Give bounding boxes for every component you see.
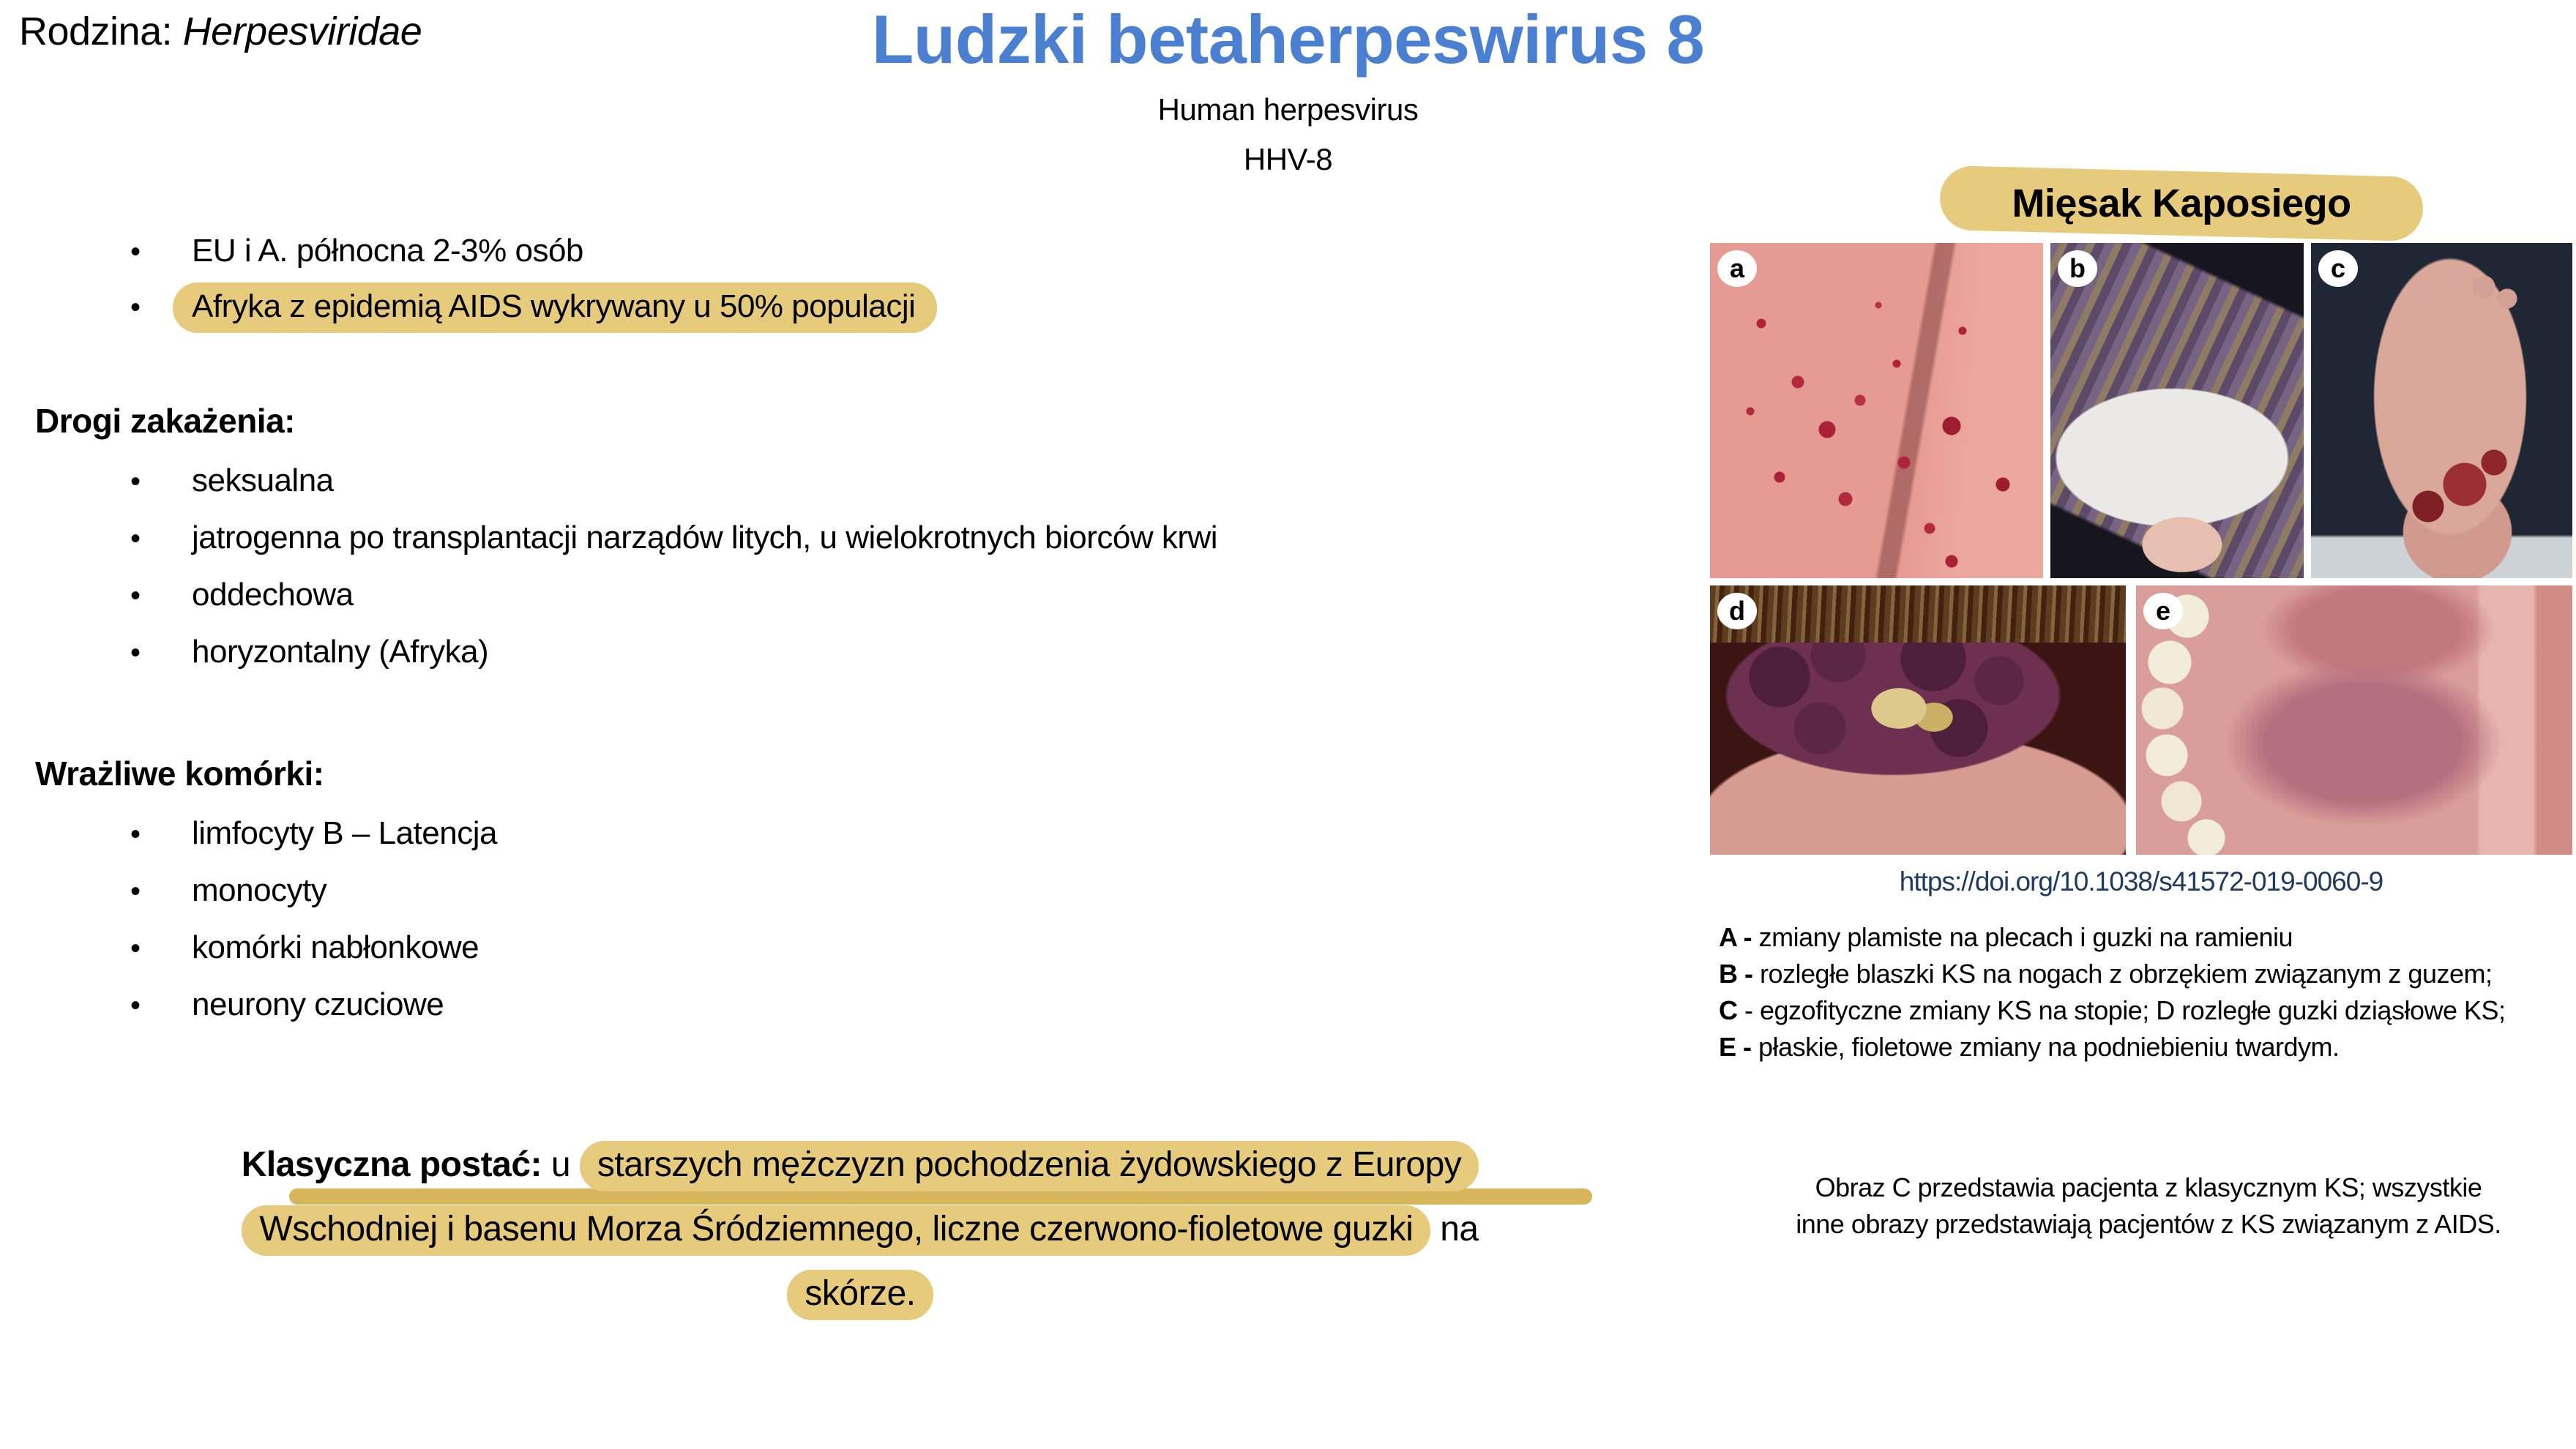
classic-form-line-2 bbox=[40, 1197, 1680, 1262]
list-item bbox=[130, 520, 1217, 556]
caption-e bbox=[1719, 1029, 2509, 1066]
subtitle-line-2: HHV-8 bbox=[1243, 142, 1333, 176]
figure-title-text: Mięsak Kaposiego bbox=[2012, 181, 2351, 225]
caption-b-text: rozległe blaszki KS na nogach z obrzękiem związanym z guzem; bbox=[1760, 959, 2493, 989]
panel-label-a: a bbox=[1717, 250, 1757, 287]
classic-form-paragraph bbox=[40, 1133, 1680, 1326]
list-item bbox=[130, 233, 937, 269]
classic-form-connector: u bbox=[550, 1145, 571, 1184]
list-item bbox=[130, 634, 1217, 670]
cells-item-0: limfocyty B – Latencja bbox=[192, 815, 497, 851]
photo-panel-b bbox=[2050, 243, 2304, 578]
figure-title bbox=[1940, 171, 2423, 236]
classic-form-tail: na bbox=[1440, 1210, 1479, 1248]
subtitle-line-1: Human herpesvirus bbox=[1157, 92, 1419, 127]
panel-label-e: e bbox=[2143, 593, 2183, 629]
bullet-dot-icon: • bbox=[130, 875, 141, 907]
caption-a-text: zmiany plamiste na plecach i guzki na ramieniu bbox=[1758, 922, 2293, 952]
classic-form-highlight-2: Wschodniej i basenu Morza Śródziemnego, liczne czerwono-fioletowe guzki bbox=[242, 1205, 1430, 1256]
caption-c-prefix: C bbox=[1719, 995, 1738, 1025]
transmission-item-3: horyzontalny (Afryka) bbox=[192, 634, 489, 670]
kaposi-sarcoma-photo-collage bbox=[1710, 243, 2572, 855]
caption-a-prefix: A - bbox=[1719, 922, 1752, 952]
panel-label-b: b bbox=[2058, 250, 2097, 287]
figure-note-line-1: Obraz C przedstawia pacjenta z klasycznym KS; wszystkie bbox=[1815, 1172, 2482, 1202]
photo-panel-d bbox=[1710, 585, 2126, 855]
list-item bbox=[130, 288, 937, 325]
photo-panel-c bbox=[2311, 243, 2572, 578]
transmission-item-0: seksualna bbox=[192, 463, 334, 498]
cells-item-3: neurony czuciowe bbox=[192, 986, 444, 1022]
photo-panel-e bbox=[2136, 585, 2572, 855]
transmission-section bbox=[35, 401, 1217, 691]
list-item bbox=[130, 986, 497, 1023]
photo-detail-hair bbox=[1710, 585, 2126, 643]
caption-a bbox=[1719, 919, 2509, 956]
epidemiology-list bbox=[130, 233, 937, 344]
bullet-dot-icon: • bbox=[130, 637, 141, 669]
classic-form-highlight-3: skórze. bbox=[787, 1270, 933, 1320]
classic-form-label: Klasyczna postać: bbox=[241, 1145, 542, 1184]
bullet-dot-icon: • bbox=[130, 291, 141, 323]
transmission-item-2: oddechowa bbox=[192, 577, 354, 613]
bullet-dot-icon: • bbox=[130, 818, 141, 850]
figure-note-line-2: inne obrazy przedstawiają pacjentów z KS związanym z AIDS. bbox=[1796, 1209, 2501, 1239]
bullet-dot-icon: • bbox=[130, 580, 141, 612]
susceptible-cells-heading: Wrażliwe komórki: bbox=[35, 755, 324, 793]
caption-c-text: - egzofityczne zmiany KS na stopie; D rozległe guzki dziąsłowe KS; bbox=[1744, 995, 2506, 1025]
bullet-dot-icon: • bbox=[130, 989, 141, 1022]
epidemiology-bullet-2-highlighted: Afryka z epidemią AIDS wykrywany u 50% populacji bbox=[173, 282, 937, 333]
subtitle bbox=[0, 85, 2576, 184]
caption-b bbox=[1719, 956, 2509, 992]
panel-label-c: c bbox=[2318, 250, 2358, 287]
cells-item-2: komórki nabłonkowe bbox=[192, 929, 479, 965]
transmission-item-1: jatrogenna po transplantacji narządów litych, u wielokrotnych biorców krwi bbox=[192, 520, 1218, 555]
susceptible-cells-section bbox=[35, 754, 497, 1044]
list-item bbox=[130, 815, 497, 852]
family-name: Herpesviridae bbox=[182, 10, 422, 53]
bullet-dot-icon: • bbox=[130, 236, 141, 268]
caption-b-prefix: B - bbox=[1719, 959, 1753, 989]
list-item bbox=[130, 872, 497, 909]
bullet-dot-icon: • bbox=[130, 932, 141, 965]
figure-note bbox=[1750, 1169, 2547, 1243]
caption-e-prefix: E - bbox=[1719, 1032, 1752, 1062]
photo-panel-a bbox=[1710, 243, 2043, 578]
list-item bbox=[130, 929, 497, 966]
transmission-heading: Drogi zakażenia: bbox=[35, 402, 295, 440]
figure-captions bbox=[1719, 919, 2509, 1066]
bullet-dot-icon: • bbox=[130, 465, 141, 498]
caption-c bbox=[1719, 992, 2509, 1029]
epidemiology-bullet-1: EU i A. północna 2-3% osób bbox=[192, 233, 583, 269]
cells-item-1: monocyty bbox=[192, 872, 327, 908]
doi-link[interactable]: https://doi.org/10.1038/s41572-019-0060-9 bbox=[1899, 866, 2383, 896]
list-item bbox=[130, 463, 1217, 499]
classic-form-line-3 bbox=[40, 1262, 1680, 1326]
classic-form-line-1 bbox=[40, 1133, 1680, 1197]
panel-label-d: d bbox=[1717, 593, 1757, 629]
bullet-dot-icon: • bbox=[130, 523, 141, 555]
caption-e-text: płaskie, fioletowe zmiany na podniebieniu twardym. bbox=[1758, 1032, 2340, 1062]
page-title: Ludzki betaherpeswirus 8 bbox=[871, 1, 1705, 78]
family-label-prefix: Rodzina: bbox=[19, 10, 173, 53]
list-item bbox=[130, 577, 1217, 613]
classic-form-highlight-1: starszych mężczyzn pochodzenia żydowskiego z Europy bbox=[580, 1141, 1479, 1191]
